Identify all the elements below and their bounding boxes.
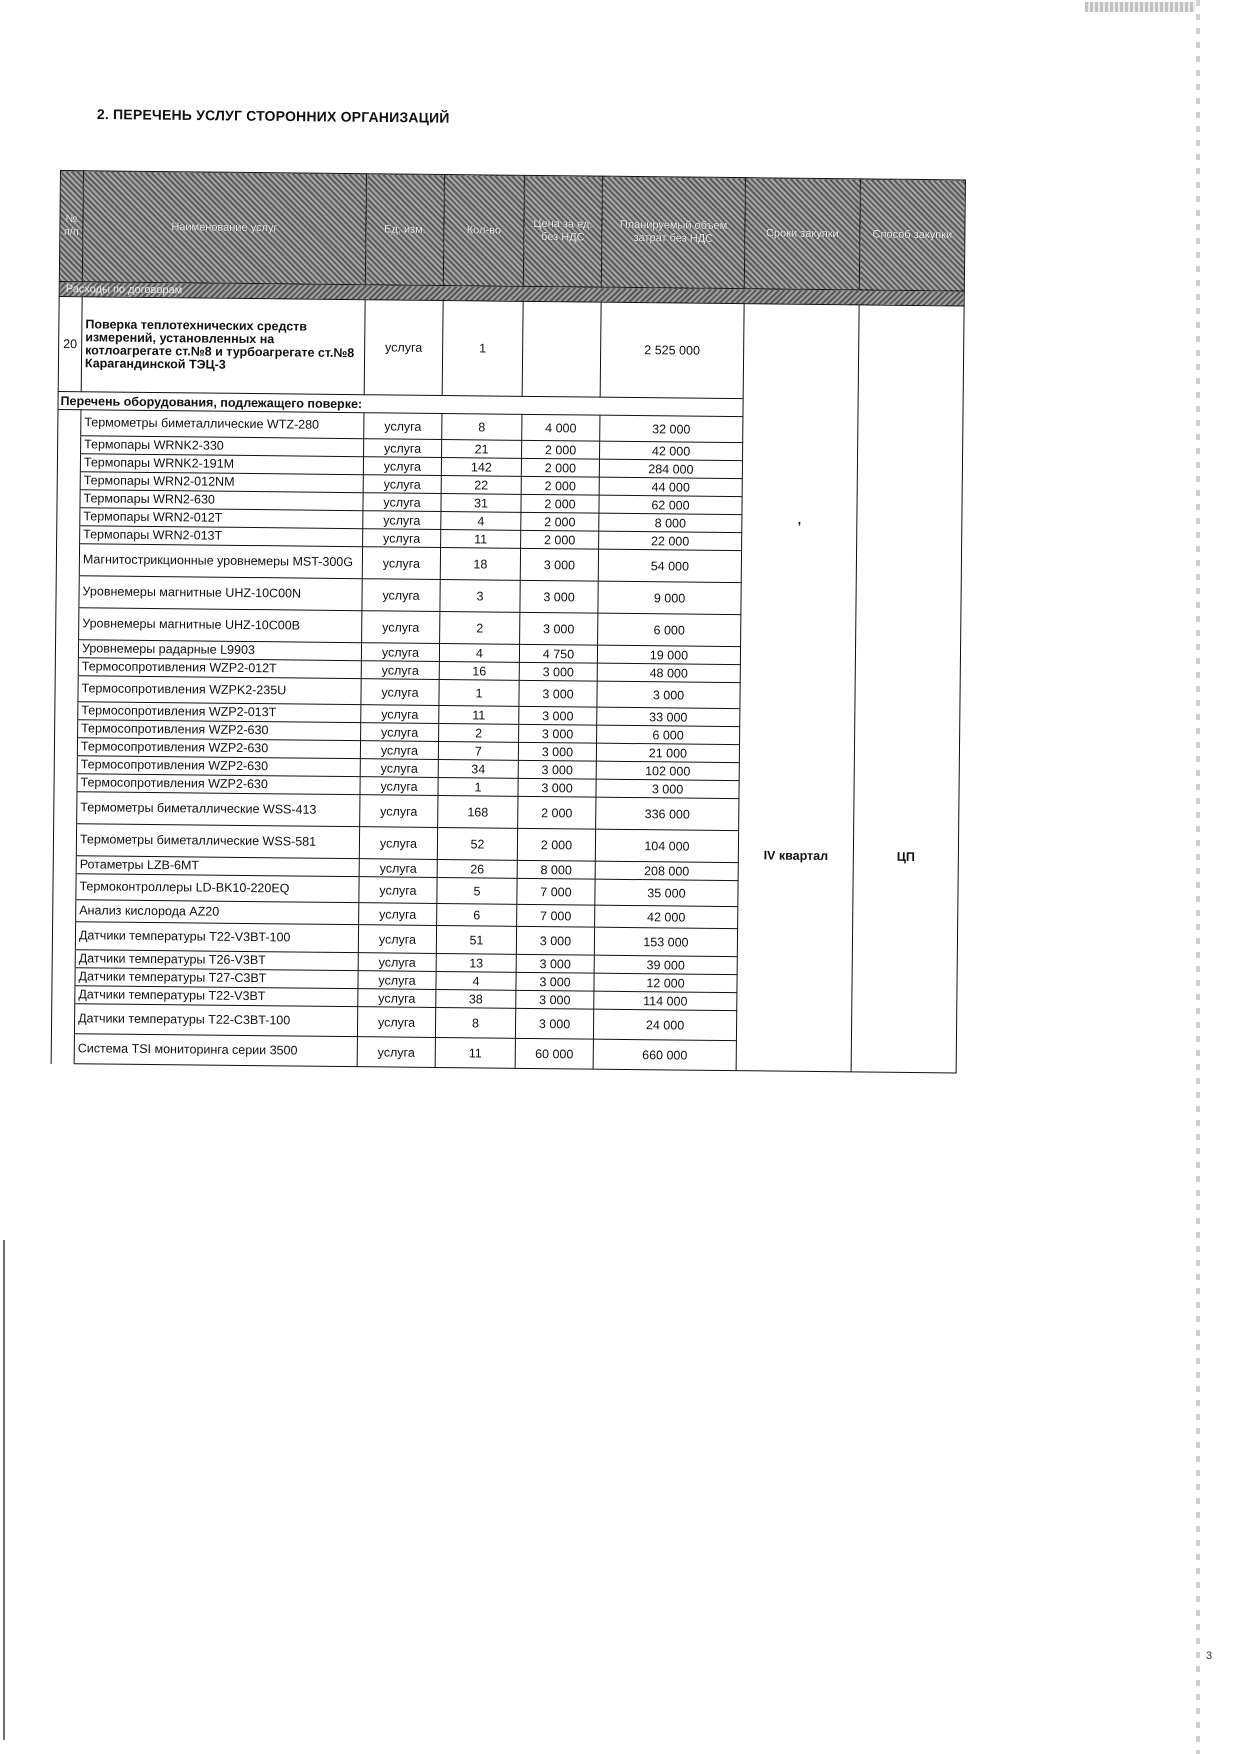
- equipment-total: 48 000: [597, 663, 740, 682]
- equipment-price: 4 000: [522, 414, 600, 441]
- equipment-total: 8 000: [599, 513, 742, 532]
- equipment-name: Система TSI мониторинга серии 3500: [74, 1034, 357, 1067]
- equipment-unit: услуга: [360, 741, 438, 760]
- equipment-price: 7 000: [517, 878, 595, 905]
- equipment-name: Термосопротивления WZP2-630: [78, 720, 361, 741]
- equipment-unit: услуга: [358, 953, 436, 972]
- row-indent-cell: [56, 575, 79, 607]
- equipment-price: 3 000: [519, 680, 597, 707]
- equipment-name: Уровнемеры радарные L9903: [78, 640, 361, 661]
- equipment-qty: 168: [438, 795, 518, 828]
- equipment-total: 3 000: [596, 779, 739, 798]
- equipment-unit: услуга: [359, 877, 437, 904]
- equipment-price: 2 000: [521, 476, 599, 495]
- equipment-price: 3 000: [519, 724, 597, 743]
- row-indent-cell: [57, 525, 80, 543]
- equipment-price: 2 000: [521, 512, 599, 531]
- equipment-price: 2 000: [522, 440, 600, 459]
- equipment-qty: 26: [437, 859, 517, 878]
- equipment-name: Термосопротивления WZP2-630: [77, 756, 360, 777]
- equipment-qty: 11: [439, 705, 519, 724]
- equipment-unit: услуга: [357, 1037, 435, 1068]
- equipment-name: Датчики температуры T22-V3BT-100: [75, 922, 358, 953]
- equipment-qty: 18: [440, 548, 520, 581]
- equipment-qty: 38: [436, 989, 516, 1008]
- equipment-unit: услуга: [360, 777, 438, 796]
- equipment-total: 3 000: [597, 681, 740, 708]
- equipment-name: Термосопротивления WZP2-630: [77, 738, 360, 759]
- equipment-unit: услуга: [361, 643, 439, 662]
- procurement-method-value: ЦП: [896, 849, 915, 864]
- header-cell: Наименование услуг: [82, 171, 366, 285]
- equipment-total: 22 000: [599, 531, 742, 550]
- row-number: 20: [58, 296, 82, 391]
- equipment-name: Термопары WRNK2-191M: [80, 454, 363, 475]
- equipment-total: 284 000: [599, 459, 742, 478]
- equipment-total: 6 000: [597, 725, 740, 744]
- row-indent-cell: [57, 507, 80, 525]
- procurement-period-value: IV квартал: [763, 848, 829, 864]
- row-indent-cell: [55, 719, 78, 737]
- equipment-name: Термопары WRN2-012T: [80, 508, 363, 529]
- document-title: 2. ПЕРЕЧЕНЬ УСЛУГ СТОРОННИХ ОРГАНИЗАЦИЙ: [96, 106, 450, 126]
- row-indent-cell: [58, 409, 81, 435]
- scan-artifact: [1085, 2, 1195, 12]
- row-indent-cell: [55, 657, 78, 675]
- service-qty: 1: [442, 301, 523, 397]
- procurement-method: [851, 305, 964, 1073]
- equipment-name: Термосопротивления WZPK2-235U: [78, 676, 361, 705]
- equipment-qty: 8: [435, 1007, 515, 1038]
- equipment-unit: услуга: [364, 439, 442, 458]
- equipment-price: 3 000: [518, 742, 596, 761]
- equipment-total: 21 000: [596, 743, 739, 762]
- service-unit: услуга: [364, 300, 443, 396]
- equipment-total: 39 000: [594, 955, 737, 974]
- header-cell: Планируемый объем затрат без НДС: [601, 176, 745, 288]
- equipment-total: 208 000: [595, 861, 738, 880]
- equipment-price: 3 000: [520, 548, 598, 581]
- header-cell: Ед. изм.: [365, 174, 444, 286]
- header-cell: Способ закупки: [859, 179, 965, 291]
- page-number: 3: [1206, 1650, 1213, 1662]
- equipment-qty: 1: [438, 777, 518, 796]
- mark: ,: [797, 512, 802, 527]
- header-cell: Кол-во: [443, 175, 524, 287]
- equipment-name: Датчики температуры T22-C3BT-100: [74, 1004, 357, 1037]
- equipment-price: 2 000: [521, 458, 599, 477]
- equipment-total: 32 000: [600, 415, 743, 442]
- equipment-name: Магнитострикционные уровнемеры MST-300G: [79, 544, 362, 579]
- header-cell: Сроки закупки: [744, 178, 860, 290]
- equipment-name: Термопары WRN2-013T: [80, 526, 363, 547]
- equipment-qty: 8: [442, 414, 522, 441]
- service-total: 2 525 000: [600, 302, 744, 398]
- equipment-name: Датчики температуры T22-V3BT: [75, 986, 358, 1007]
- row-indent-cell: [55, 675, 78, 701]
- equipment-qty: 5: [437, 877, 517, 904]
- procurement-period: [736, 304, 859, 1072]
- equipment-qty: 3: [440, 580, 520, 613]
- equipment-total: 33 000: [597, 707, 740, 726]
- equipment-price: 2 000: [521, 494, 599, 513]
- row-indent-cell: [58, 435, 81, 453]
- header-cell: Цена за ед. без НДС: [523, 175, 602, 287]
- equipment-price: 3 000: [516, 990, 594, 1009]
- equipment-total: 102 000: [596, 761, 739, 780]
- header-cell: № п/п: [59, 171, 83, 282]
- equipment-price: 3 000: [518, 778, 596, 797]
- equipment-total: 35 000: [595, 879, 738, 906]
- equipment-name: Термопары WRNK2-330: [81, 436, 364, 457]
- equipment-unit: услуга: [362, 611, 440, 644]
- equipment-price: 3 000: [519, 662, 597, 681]
- section-label: Расходы по договорам: [59, 281, 964, 305]
- equipment-qty: 1: [439, 679, 519, 706]
- equipment-unit: услуга: [361, 705, 439, 724]
- equipment-qty: 11: [441, 530, 521, 549]
- equipment-qty: 2: [440, 612, 520, 645]
- row-indent-cell: [54, 737, 77, 755]
- equipment-unit: услуга: [358, 971, 436, 990]
- equipment-name: Термопары WRN2-630: [80, 490, 363, 511]
- equipment-unit: услуга: [363, 475, 441, 494]
- services-table-wrapper: [49, 170, 965, 1257]
- equipment-name: Термосопротивления WZP2-012T: [78, 658, 361, 679]
- equipment-header: Перечень оборудования, подлежащего поверке:: [58, 391, 743, 416]
- row-indent-cell: [52, 967, 75, 985]
- row-indent-cell: [56, 543, 79, 575]
- equipment-unit: услуга: [363, 493, 441, 512]
- row-indent-cell: [53, 855, 76, 873]
- equipment-total: 24 000: [593, 1009, 736, 1040]
- row-indent-cell: [54, 791, 77, 823]
- equipment-price: 3 000: [516, 972, 594, 991]
- equipment-unit: услуга: [358, 989, 436, 1008]
- equipment-total: 42 000: [595, 905, 738, 928]
- row-indent-cell: [54, 755, 77, 773]
- equipment-qty: 16: [439, 661, 519, 680]
- equipment-unit: услуга: [359, 827, 437, 860]
- row-indent-cell: [53, 823, 76, 855]
- main-service-row: [58, 296, 964, 400]
- equipment-qty: 4: [439, 644, 519, 663]
- equipment-unit: услуга: [363, 457, 441, 476]
- row-indent-cell: [52, 949, 75, 967]
- equipment-name: Анализ кислорода AZ20: [76, 900, 359, 925]
- equipment-qty: 4: [436, 971, 516, 990]
- row-indent-cell: [57, 489, 80, 507]
- equipment-price: 60 000: [515, 1038, 593, 1069]
- equipment-total: 54 000: [598, 549, 741, 582]
- equipment-price: 2 000: [521, 530, 599, 549]
- equipment-total: 19 000: [597, 645, 740, 664]
- equipment-total: 44 000: [599, 477, 742, 496]
- equipment-total: 42 000: [600, 441, 743, 460]
- equipment-name: Термопары WRN2-012NM: [80, 472, 363, 493]
- equipment-unit: услуга: [361, 679, 439, 706]
- scan-edge: [3, 1240, 5, 1740]
- equipment-total: 153 000: [594, 927, 737, 956]
- equipment-price: 3 000: [518, 760, 596, 779]
- row-indent-cell: [52, 985, 75, 1003]
- equipment-price: 3 000: [516, 926, 594, 955]
- equipment-qty: 4: [441, 512, 521, 531]
- row-indent-cell: [53, 873, 76, 899]
- services-table: [51, 170, 966, 1073]
- equipment-qty: 11: [435, 1037, 515, 1068]
- equipment-total: 660 000: [593, 1039, 736, 1070]
- equipment-name: Термоконтроллеры LD-BK10-220EQ: [76, 874, 359, 903]
- equipment-unit: услуга: [359, 903, 437, 926]
- equipment-qty: 2: [439, 723, 519, 742]
- equipment-price: 2 000: [517, 828, 595, 861]
- equipment-price: 3 000: [520, 612, 598, 645]
- equipment-qty: 7: [438, 741, 518, 760]
- equipment-name: Датчики температуры T27-C3BT: [75, 968, 358, 989]
- equipment-price: 3 000: [515, 1008, 593, 1039]
- equipment-price: 3 000: [516, 954, 594, 973]
- equipment-name: Датчики температуры T26-V3BT: [75, 950, 358, 971]
- equipment-qty: 21: [442, 440, 522, 459]
- equipment-price: 2 000: [518, 796, 596, 829]
- row-indent-cell: [57, 471, 80, 489]
- equipment-price: 3 000: [519, 706, 597, 725]
- equipment-unit: услуга: [359, 859, 437, 878]
- equipment-name: Уровнемеры магнитные UHZ-10C00N: [79, 576, 362, 611]
- equipment-unit: услуга: [361, 661, 439, 680]
- equipment-name: Ротаметры LZB-6MT: [76, 856, 359, 877]
- equipment-total: 104 000: [595, 829, 738, 862]
- row-indent-cell: [57, 453, 80, 471]
- equipment-price: 3 000: [520, 580, 598, 613]
- equipment-unit: услуга: [362, 547, 440, 580]
- equipment-qty: 31: [441, 494, 521, 513]
- row-indent-cell: [56, 607, 79, 639]
- equipment-qty: 51: [436, 925, 516, 954]
- equipment-unit: услуга: [358, 925, 436, 954]
- equipment-unit: услуга: [363, 529, 441, 548]
- equipment-qty: 6: [437, 903, 517, 926]
- equipment-qty: 34: [438, 759, 518, 778]
- equipment-unit: услуга: [360, 795, 438, 828]
- equipment-total: 6 000: [598, 613, 741, 646]
- equipment-total: 62 000: [599, 495, 742, 514]
- equipment-name: Уровнемеры магнитные UHZ-10C00B: [79, 608, 362, 643]
- equipment-unit: услуга: [357, 1007, 435, 1038]
- equipment-unit: услуга: [361, 723, 439, 742]
- service-name: Поверка теплотехнических средств измерений, установленных на котлоагрегате ст.№8 и турбоагрегате ст.№8 Карагандинской ТЭЦ-3: [81, 297, 365, 395]
- equipment-total: 114 000: [594, 991, 737, 1010]
- equipment-qty: 13: [436, 953, 516, 972]
- equipment-name: Термометры биметаллические WSS-581: [76, 824, 359, 859]
- equipment-unit: услуга: [360, 759, 438, 778]
- equipment-name: Термометры биметаллические WSS-413: [77, 792, 360, 827]
- equipment-unit: услуга: [363, 511, 441, 530]
- equipment-price: 4 750: [519, 644, 597, 663]
- equipment-name: Термосопротивления WZP2-630: [77, 774, 360, 795]
- equipment-total: 9 000: [598, 581, 741, 614]
- row-indent-cell: [54, 773, 77, 791]
- row-indent-cell: [55, 701, 78, 719]
- row-indent-cell: [55, 639, 78, 657]
- equipment-unit: услуга: [364, 413, 442, 440]
- row-indent-cell: [52, 921, 75, 949]
- equipment-name: Термометры биметаллические WTZ-280: [81, 410, 364, 439]
- equipment-total: 12 000: [594, 973, 737, 992]
- equipment-qty: 142: [441, 458, 521, 477]
- equipment-qty: 52: [437, 827, 517, 860]
- table-header-row: [59, 171, 965, 291]
- equipment-name: Термосопротивления WZP2-013T: [78, 702, 361, 723]
- equipment-price: 8 000: [517, 860, 595, 879]
- equipment-qty: 22: [441, 476, 521, 495]
- equipment-unit: услуга: [362, 579, 440, 612]
- row-indent-cell: [51, 1003, 74, 1033]
- row-indent-cell: [53, 899, 76, 921]
- service-price: [522, 301, 601, 397]
- equipment-total: 336 000: [596, 797, 739, 830]
- scan-edge: [1196, 0, 1200, 1754]
- equipment-price: 7 000: [517, 904, 595, 927]
- row-indent-cell: [51, 1033, 74, 1063]
